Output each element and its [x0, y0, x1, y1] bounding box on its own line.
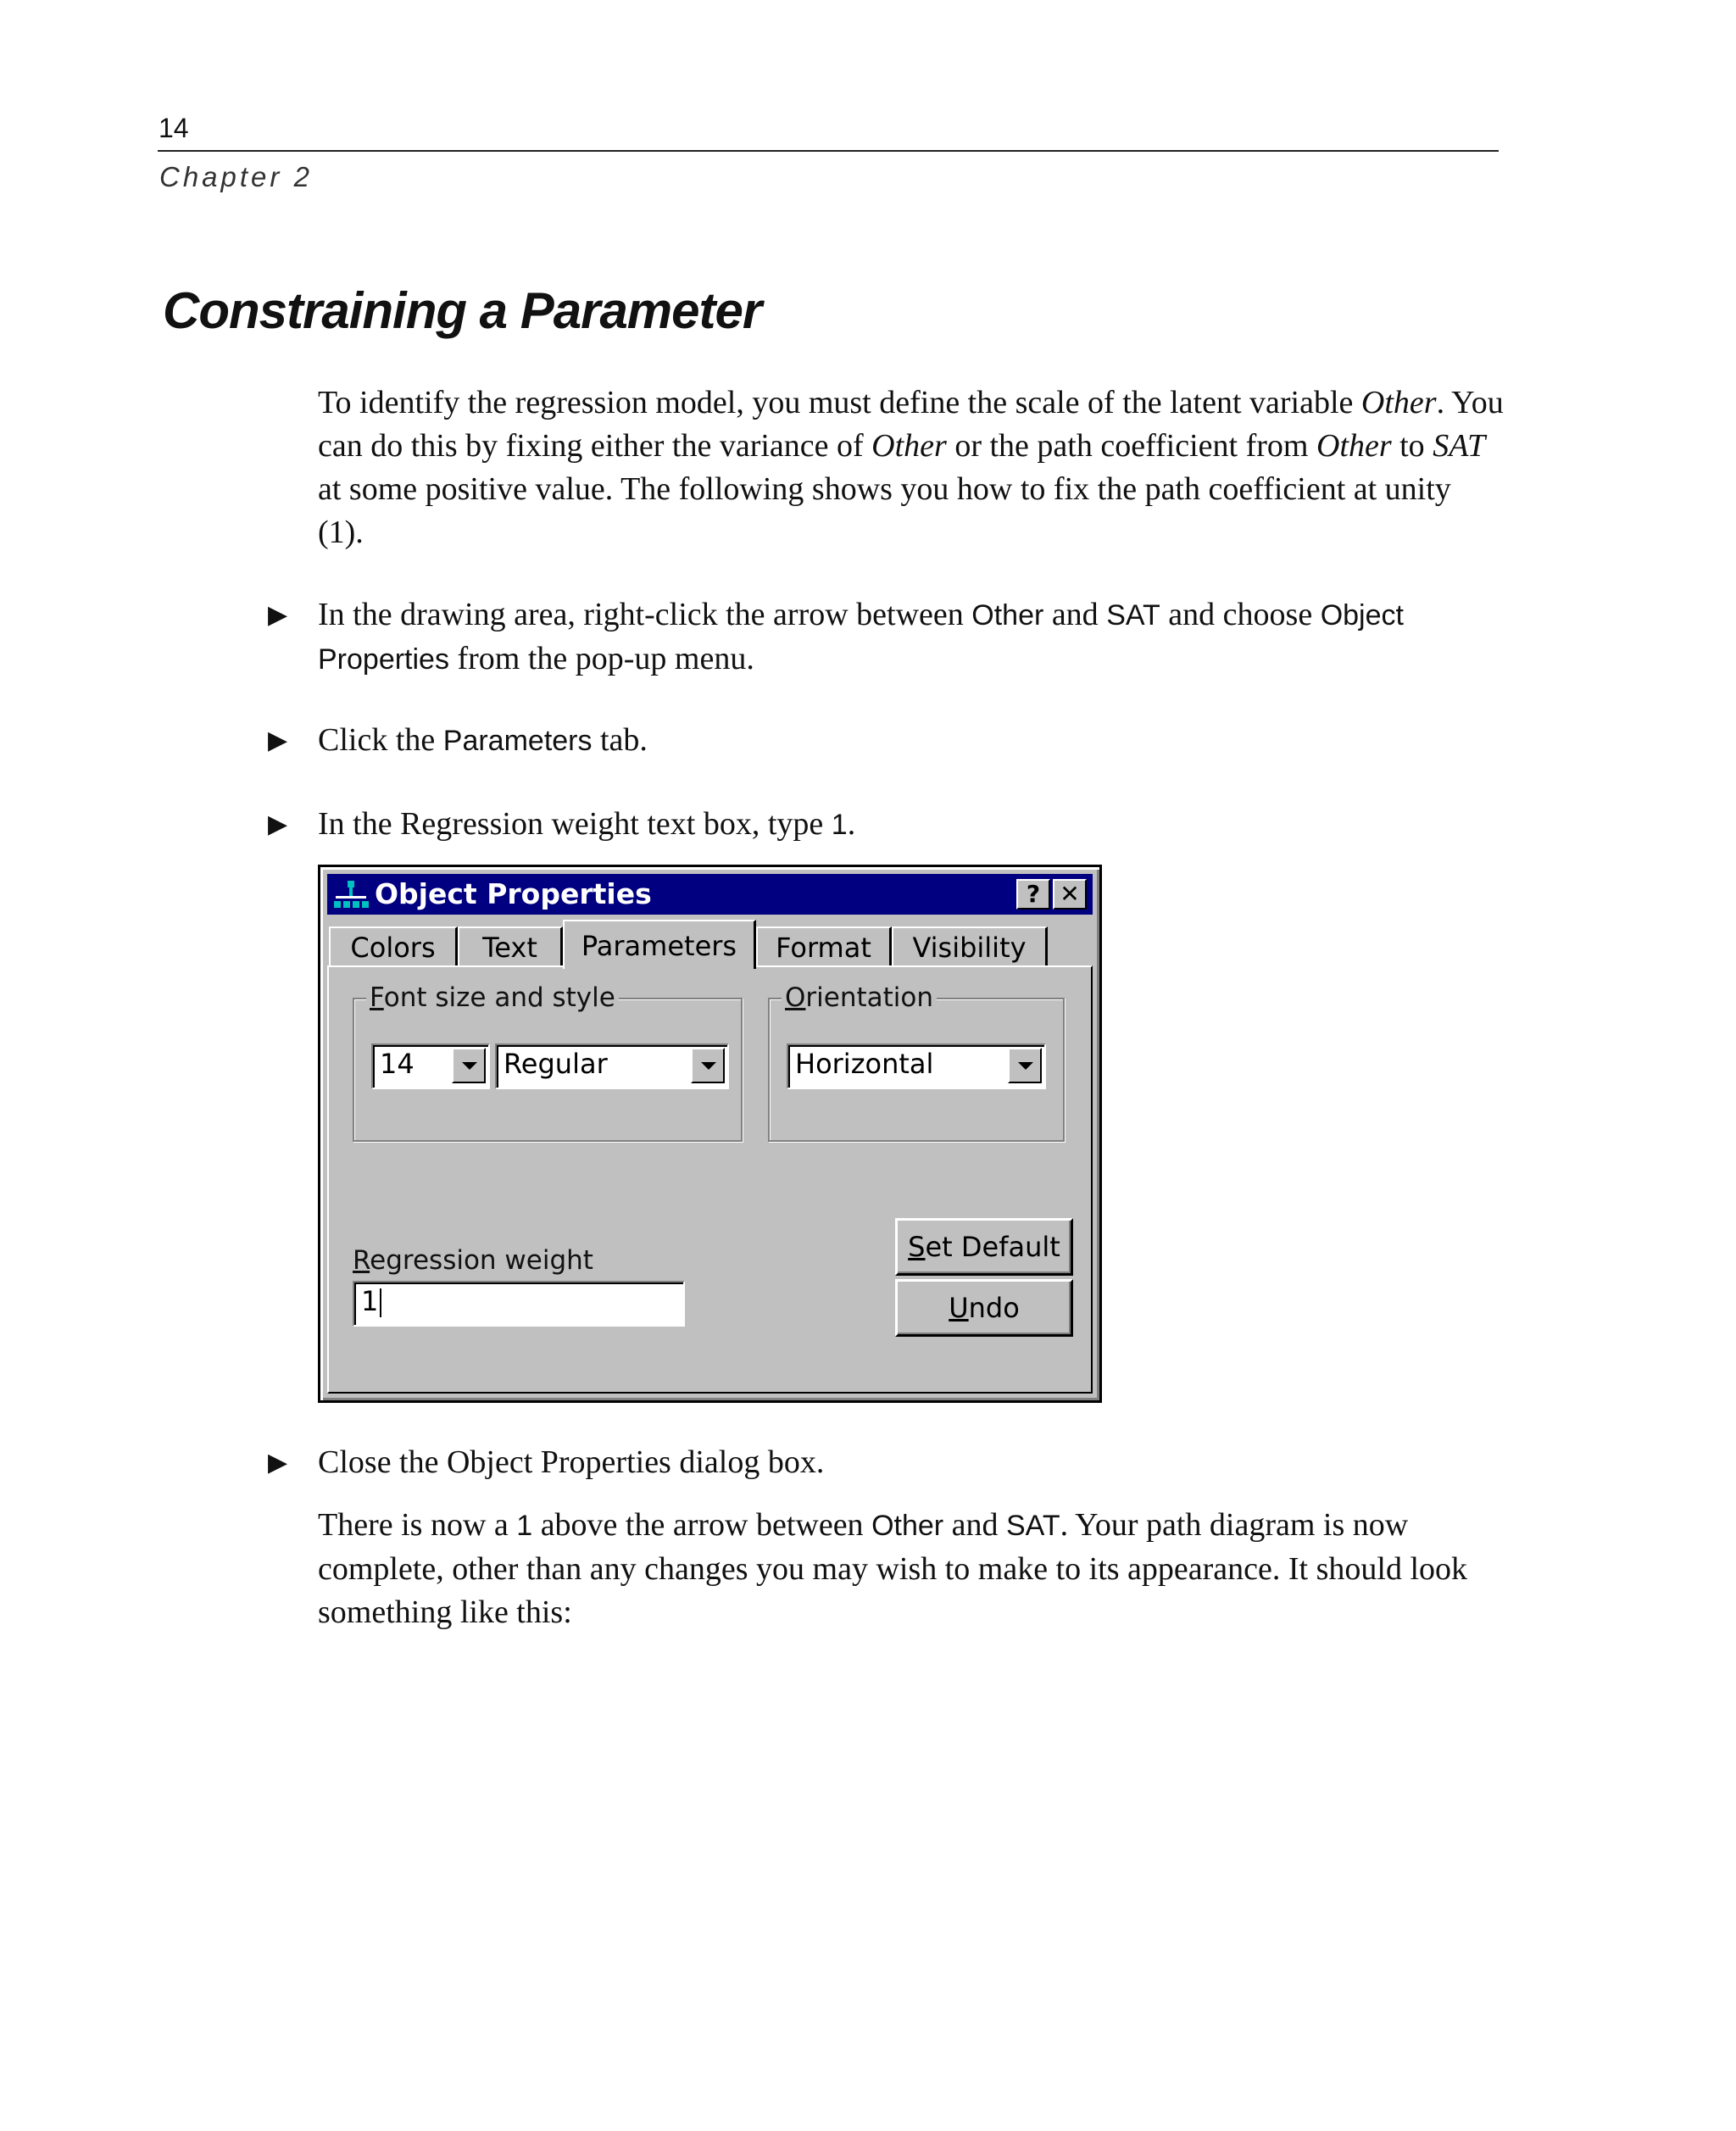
- page-number: 14: [159, 113, 189, 143]
- font-style-select[interactable]: [495, 1043, 729, 1089]
- font-style-value: Regular: [504, 1048, 608, 1080]
- chapter-label: Chapter 2: [159, 161, 313, 192]
- step-1: [318, 593, 1505, 682]
- intro-italic-1: Other: [1360, 385, 1437, 420]
- step-1-ui-1: Other: [971, 599, 1044, 632]
- closing-ui-2: Other: [871, 1510, 944, 1542]
- font-size-style-label: Font size and style: [366, 981, 619, 1015]
- closing-ui-3: SAT: [1005, 1510, 1060, 1542]
- orientation-label: Orientation: [782, 981, 937, 1015]
- intro-text-1: To identify the regression model, you must define the scale of the latent variable: [318, 385, 1361, 420]
- intro-paragraph: [318, 381, 1505, 554]
- intro-text-5: at some positive value. The following shows you how to fix the path coefficient at unity (1).: [318, 471, 1451, 550]
- close-button[interactable]: ✕: [1053, 879, 1087, 910]
- intro-text-4: to: [1391, 428, 1433, 464]
- tab-format[interactable]: Format: [756, 926, 892, 965]
- object-properties-dialog: [318, 865, 1102, 1403]
- header-rule: [158, 150, 1499, 152]
- help-button[interactable]: ?: [1016, 879, 1050, 910]
- intro-text-3: or the path coefficient from: [946, 428, 1316, 464]
- closing-paragraph: [318, 1504, 1505, 1634]
- step-1-text-3: and choose: [1160, 597, 1321, 632]
- closing-ui-1: 1: [516, 1510, 533, 1542]
- step-3-text-2: .: [847, 806, 856, 842]
- orientation-value: Horizontal: [795, 1048, 934, 1080]
- intro-italic-4: SAT: [1433, 428, 1486, 464]
- intro-italic-3: Other: [1316, 428, 1392, 464]
- step-1-ui-2: SAT: [1106, 599, 1160, 632]
- font-size-style-group: [353, 982, 743, 1142]
- bullet-marker: ▶: [268, 1449, 288, 1477]
- step-2-text-1: Click the: [318, 722, 443, 758]
- step-4: [318, 1441, 1505, 1484]
- step-3-ui-1: 1: [831, 809, 848, 841]
- tab-parameters[interactable]: Parameters: [563, 920, 756, 969]
- step-2: [318, 719, 1505, 763]
- font-size-select[interactable]: [371, 1043, 490, 1089]
- tab-text[interactable]: Text: [458, 926, 563, 965]
- step-2-ui-1: Parameters: [442, 725, 593, 757]
- step-4-text: Close the Object Properties dialog box.: [318, 1444, 825, 1480]
- regression-weight-input[interactable]: [353, 1281, 685, 1327]
- bullet-marker: ▶: [268, 601, 288, 629]
- set-default-button[interactable]: Set Default: [895, 1218, 1073, 1276]
- closing-text-2: above the arrow between: [532, 1507, 872, 1543]
- step-2-text-2: tab.: [592, 722, 648, 758]
- step-1-text-1: In the drawing area, right-click the arrow between: [318, 597, 972, 632]
- orientation-select[interactable]: [787, 1043, 1046, 1089]
- step-1-text-2: and: [1043, 597, 1107, 632]
- path-diagram-app-icon: [332, 879, 370, 911]
- step-3-text-1: In the Regression weight text box, type: [318, 806, 832, 842]
- dialog-title: Object Properties: [375, 877, 652, 910]
- closing-text-1: There is now a: [318, 1507, 517, 1543]
- regression-weight-value: 1: [361, 1285, 379, 1317]
- step-1-text-4: from the pop-up menu.: [448, 641, 754, 676]
- tab-visibility[interactable]: Visibility: [892, 926, 1048, 965]
- tab-colors[interactable]: Colors: [329, 926, 458, 965]
- parameters-tab-panel: [327, 965, 1093, 1394]
- step-1-ui-3: Object Properties: [318, 599, 1404, 676]
- chevron-down-icon[interactable]: [1008, 1048, 1042, 1083]
- undo-button[interactable]: Undo: [895, 1279, 1073, 1337]
- bullet-marker: ▶: [268, 726, 288, 754]
- closing-text-4: . Your path diagram is now complete, other than any changes you may wish to make to its appearance. It should look something like this:: [318, 1507, 1468, 1630]
- chevron-down-icon[interactable]: [691, 1048, 725, 1083]
- intro-text-2: . You can do this by fixing either the variance of: [318, 385, 1504, 464]
- regression-weight-label: Regression weight: [353, 1245, 593, 1276]
- section-title: Constraining a Parameter: [163, 282, 762, 339]
- closing-text-3: and: [943, 1507, 1006, 1543]
- chevron-down-icon[interactable]: [452, 1048, 486, 1083]
- text-caret: [380, 1288, 381, 1317]
- step-3: [318, 803, 1505, 847]
- font-size-value: 14: [380, 1048, 415, 1080]
- intro-italic-2: Other: [871, 428, 947, 464]
- orientation-group: [768, 982, 1065, 1142]
- dialog-titlebar[interactable]: [327, 874, 1093, 915]
- bullet-marker: ▶: [268, 810, 288, 838]
